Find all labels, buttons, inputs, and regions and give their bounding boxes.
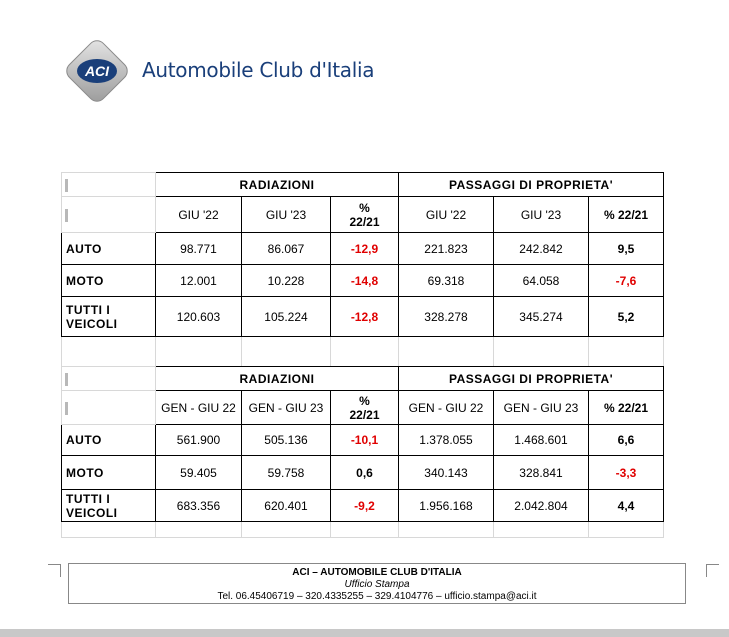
cell: 328.841 <box>494 456 589 490</box>
row-label: AUTO <box>62 233 156 265</box>
pct-cell: -7,6 <box>589 265 664 297</box>
cell: 10.228 <box>242 265 331 297</box>
cell: 59.405 <box>156 456 242 490</box>
cell: 2.042.804 <box>494 490 589 522</box>
pct-cell: 9,5 <box>589 233 664 265</box>
col-header: GIU '22 <box>399 197 494 233</box>
cell: 105.224 <box>242 297 331 337</box>
group-header-radiazioni: RADIAZIONI <box>156 367 399 391</box>
col-header: GEN - GIU 22 <box>399 391 494 425</box>
col-header-pct: % 22/21 <box>331 197 399 233</box>
col-header: GIU '22 <box>156 197 242 233</box>
cell: 620.401 <box>242 490 331 522</box>
row-label: AUTO <box>62 425 156 456</box>
cell: 12.001 <box>156 265 242 297</box>
cell: 242.842 <box>494 233 589 265</box>
col-header: GEN - GIU 22 <box>156 391 242 425</box>
col-header: GEN - GIU 23 <box>494 391 589 425</box>
monthly-table <box>61 172 664 367</box>
logo-text: ACI <box>84 63 110 79</box>
pct-cell: -9,2 <box>331 490 399 522</box>
cell: 683.356 <box>156 490 242 522</box>
table-row <box>62 265 664 297</box>
cell: 561.900 <box>156 425 242 456</box>
pct-cell: 5,2 <box>589 297 664 337</box>
pct-cell: -10,1 <box>331 425 399 456</box>
footer-office: Ufficio Stampa <box>344 579 410 590</box>
pct-cell: -12,9 <box>331 233 399 265</box>
row-marker <box>62 391 156 425</box>
row-label: TUTTI I VEICOLI <box>62 490 156 522</box>
cell: 328.278 <box>399 297 494 337</box>
spacer-row <box>62 337 664 367</box>
footer-box <box>68 563 686 604</box>
col-header: GEN - GIU 23 <box>242 391 331 425</box>
table-row <box>62 456 664 490</box>
table-row <box>62 490 664 522</box>
row-label: TUTTI I VEICOLI <box>62 297 156 337</box>
pct-cell: -3,3 <box>589 456 664 490</box>
cell: 1.956.168 <box>399 490 494 522</box>
page-bottom-bar <box>0 629 729 637</box>
cell: 59.758 <box>242 456 331 490</box>
cell: 86.067 <box>242 233 331 265</box>
row-marker <box>62 197 156 233</box>
footer-contacts: Tel. 06.45406719 – 320.4335255 – 329.4104776 – ufficio.stampa@aci.it <box>217 591 537 602</box>
cell: 1.378.055 <box>399 425 494 456</box>
table-row <box>62 425 664 456</box>
row-marker <box>62 173 156 197</box>
col-header-pct: % 22/21 <box>331 391 399 425</box>
pct-cell: 4,4 <box>589 490 664 522</box>
cell: 120.603 <box>156 297 242 337</box>
row-label: MOTO <box>62 456 156 490</box>
pct-cell: 0,6 <box>331 456 399 490</box>
page-corner-mark <box>706 564 719 577</box>
cell: 505.136 <box>242 425 331 456</box>
cell: 69.318 <box>399 265 494 297</box>
pct-cell: 6,6 <box>589 425 664 456</box>
col-header-pct: % 22/21 <box>589 391 664 425</box>
pct-cell: -12,8 <box>331 297 399 337</box>
table-row <box>62 297 664 337</box>
cell: 98.771 <box>156 233 242 265</box>
footer-org: ACI – AUTOMOBILE CLUB D'ITALIA <box>292 567 462 578</box>
cell: 64.058 <box>494 265 589 297</box>
table-row <box>62 233 664 265</box>
group-header-radiazioni: RADIAZIONI <box>156 173 399 197</box>
spacer-row <box>62 522 664 538</box>
cell: 1.468.601 <box>494 425 589 456</box>
cell: 345.274 <box>494 297 589 337</box>
col-header: GIU '23 <box>494 197 589 233</box>
col-header-pct: % 22/21 <box>589 197 664 233</box>
col-header: GIU '23 <box>242 197 331 233</box>
cumulative-table <box>61 366 664 538</box>
cell: 340.143 <box>399 456 494 490</box>
group-header-passaggi: PASSAGGI DI PROPRIETA' <box>399 367 664 391</box>
row-label: MOTO <box>62 265 156 297</box>
row-marker <box>62 367 156 391</box>
page-corner-mark <box>48 564 61 577</box>
cell: 221.823 <box>399 233 494 265</box>
brand-name: Automobile Club d'Italia <box>142 58 375 82</box>
group-header-passaggi: PASSAGGI DI PROPRIETA' <box>399 173 664 197</box>
pct-cell: -14,8 <box>331 265 399 297</box>
aci-logo <box>62 36 132 106</box>
